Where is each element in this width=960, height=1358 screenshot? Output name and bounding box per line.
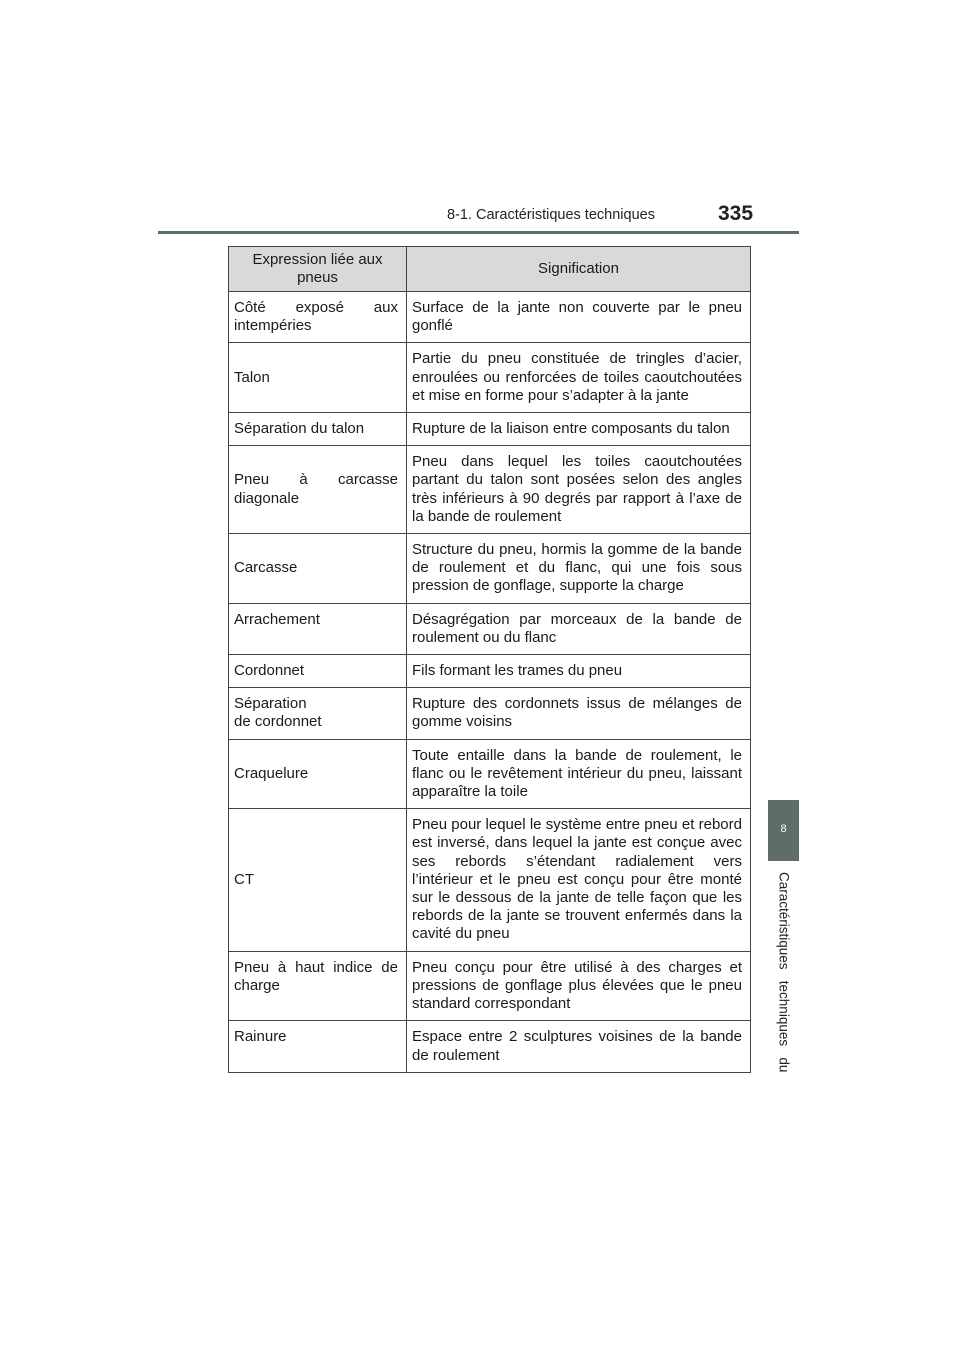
header-divider (158, 231, 799, 234)
tire-terms-table (228, 246, 751, 1073)
term-cell: Pneu à carcasse diagonale (229, 446, 407, 534)
term-cell: Pneu à haut indice de charge (229, 951, 407, 1021)
page-number: 335 (718, 202, 754, 225)
meaning-cell: Fils formant les trames du pneu (407, 655, 751, 688)
meaning-cell: Pneu pour lequel le système entre pneu et rebord est inversé, dans lequel la jante est conçue avec ses rebords s’étendant radialement vers l’intérieur et le pneu est conçu pour être monté sur le dessous de la jante de telle façon que les rebords de la jante se trouvent enfermés dans la cavité du pneu (407, 809, 751, 951)
chapter-number: 8 (780, 823, 787, 835)
table-row (229, 446, 751, 534)
term-line: de cordonnet (234, 713, 322, 731)
column-header-meaning: Signification (407, 247, 751, 292)
term-cell: Carcasse (229, 534, 407, 604)
table-row (229, 292, 751, 343)
term-cell: Côté exposé aux intempéries (229, 292, 407, 343)
table-row (229, 951, 751, 1021)
meaning-cell: Structure du pneu, hormis la gomme de la bande de roulement et du flanc, qui une fois sous pression de gonflage, supporte la charge (407, 534, 751, 604)
section-title: 8-1. Caractéristiques techniques (447, 207, 655, 223)
term-line: Séparation (234, 695, 307, 713)
term-cell: CT (229, 809, 407, 951)
term-cell: Craquelure (229, 739, 407, 809)
table-row (229, 688, 751, 739)
meaning-cell: Désagrégation par morceaux de la bande de roulement ou du flanc (407, 603, 751, 654)
table-row (229, 603, 751, 654)
meaning-cell: Pneu dans lequel les toiles caoutchoutées partant du talon sont posées selon des angles très inférieurs à 90 degrés par rapport à l’axe de la bande de roulement (407, 446, 751, 534)
column-header-term: Expression liée aux pneus (229, 247, 407, 292)
table-row (229, 413, 751, 446)
meaning-cell: Surface de la jante non couverte par le pneu gonflé (407, 292, 751, 343)
chapter-label: Caractéristiques techniques du (776, 872, 792, 1073)
meaning-cell: Espace entre 2 sculptures voisines de la bande de roulement (407, 1021, 751, 1072)
term-cell (229, 688, 407, 739)
term-cell: Séparation du talon (229, 413, 407, 446)
table-row (229, 655, 751, 688)
chapter-tab (768, 800, 799, 861)
table-header-row (229, 247, 751, 292)
meaning-cell: Pneu conçu pour être utilisé à des charges et pressions de gonflage plus élevées que le pneu standard correspondant (407, 951, 751, 1021)
meaning-cell: Rupture des cordonnets issus de mélanges de gomme voisins (407, 688, 751, 739)
table-row (229, 343, 751, 413)
table-row (229, 1021, 751, 1072)
table-row (229, 739, 751, 809)
meaning-cell: Toute entaille dans la bande de roulement, le flanc ou le revêtement intérieur du pneu, laissant apparaître la toile (407, 739, 751, 809)
meaning-cell: Partie du pneu constituée de tringles d’acier, enroulées ou renforcées de toiles caoutchoutées et mise en forme pour s’adapter à la jante (407, 343, 751, 413)
term-cell: Arrachement (229, 603, 407, 654)
term-cell: Rainure (229, 1021, 407, 1072)
table-row (229, 534, 751, 604)
term-cell: Cordonnet (229, 655, 407, 688)
term-cell: Talon (229, 343, 407, 413)
meaning-cell: Rupture de la liaison entre composants du talon (407, 413, 751, 446)
table-row (229, 809, 751, 951)
